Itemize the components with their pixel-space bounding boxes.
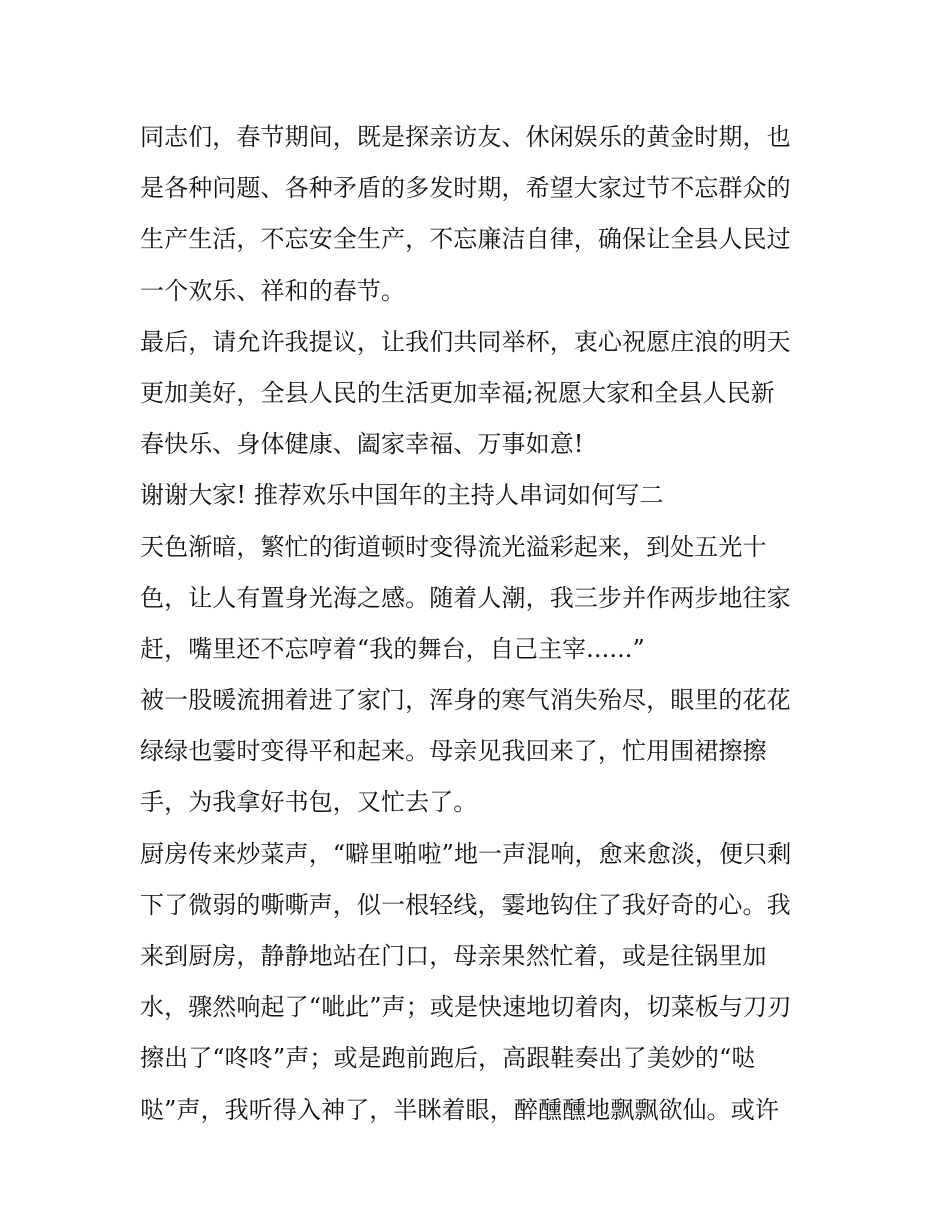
text-line: 绿绿也霎时变得平和起来。母亲见我回来了，忙用围裙擦擦: [140, 737, 767, 766]
text-line: 春快乐、身体健康、阖家幸福、万事如意!: [140, 430, 584, 459]
text-line: 手，为我拿好书包，又忙去了。: [140, 788, 478, 817]
text-line: 赶，嘴里还不忘哼着“我的舞台，自己主宰......”: [140, 634, 645, 663]
text-line: 更加美好，全县人民的生活更加幸福;祝愿大家和全县人民新: [140, 378, 775, 407]
text-line: 谢谢大家! 推荐欢乐中国年的主持人串词如何写二: [140, 481, 664, 510]
text-line: 厨房传来炒菜声，“噼里啪啦”地一声混响，愈来愈淡，便只剩: [140, 839, 792, 868]
text-line: 最后，请允许我提议，让我们共同举杯，衷心祝愿庄浪的明天: [140, 327, 791, 356]
document-page: [140, 112, 820, 1136]
text-line: 一个欢乐、祥和的春节。: [140, 276, 406, 305]
text-line: 同志们，春节期间，既是探亲访友、休闲娱乐的黄金时期，也: [140, 123, 791, 151]
text-line: 哒”声，我听得入神了，半眯着眼，醉醺醺地飘飘欲仙。或许: [140, 1095, 779, 1124]
text-line: 擦出了“咚咚”声；或是跑前跑后，高跟鞋奏出了美妙的“哒: [140, 1044, 756, 1073]
text-line: 色，让人有置身光海之感。随着人潮，我三步并作两步地往家: [140, 583, 791, 612]
text-line: 水，骤然响起了“呲此”声；或是快速地切着肉，切菜板与刀刃: [140, 993, 792, 1022]
text-line: 是各种问题、各种矛盾的多发时期，希望大家过节不忘群众的: [140, 174, 791, 203]
text-line: 生产生活，不忘安全生产，不忘廉洁自律，确保让全县人民过: [140, 225, 791, 254]
text-line: 下了微弱的嘶嘶声，似一根轻线，霎地钩住了我好奇的心。我: [140, 890, 791, 919]
text-line: 来到厨房，静静地站在门口，母亲果然忙着，或是往锅里加: [140, 942, 767, 970]
text-line: 被一股暖流拥着进了家门，浑身的寒气消失殆尽，眼里的花花: [140, 686, 791, 715]
text-line: 天色渐暗，繁忙的街道顿时变得流光溢彩起来，到处五光十: [140, 532, 767, 561]
